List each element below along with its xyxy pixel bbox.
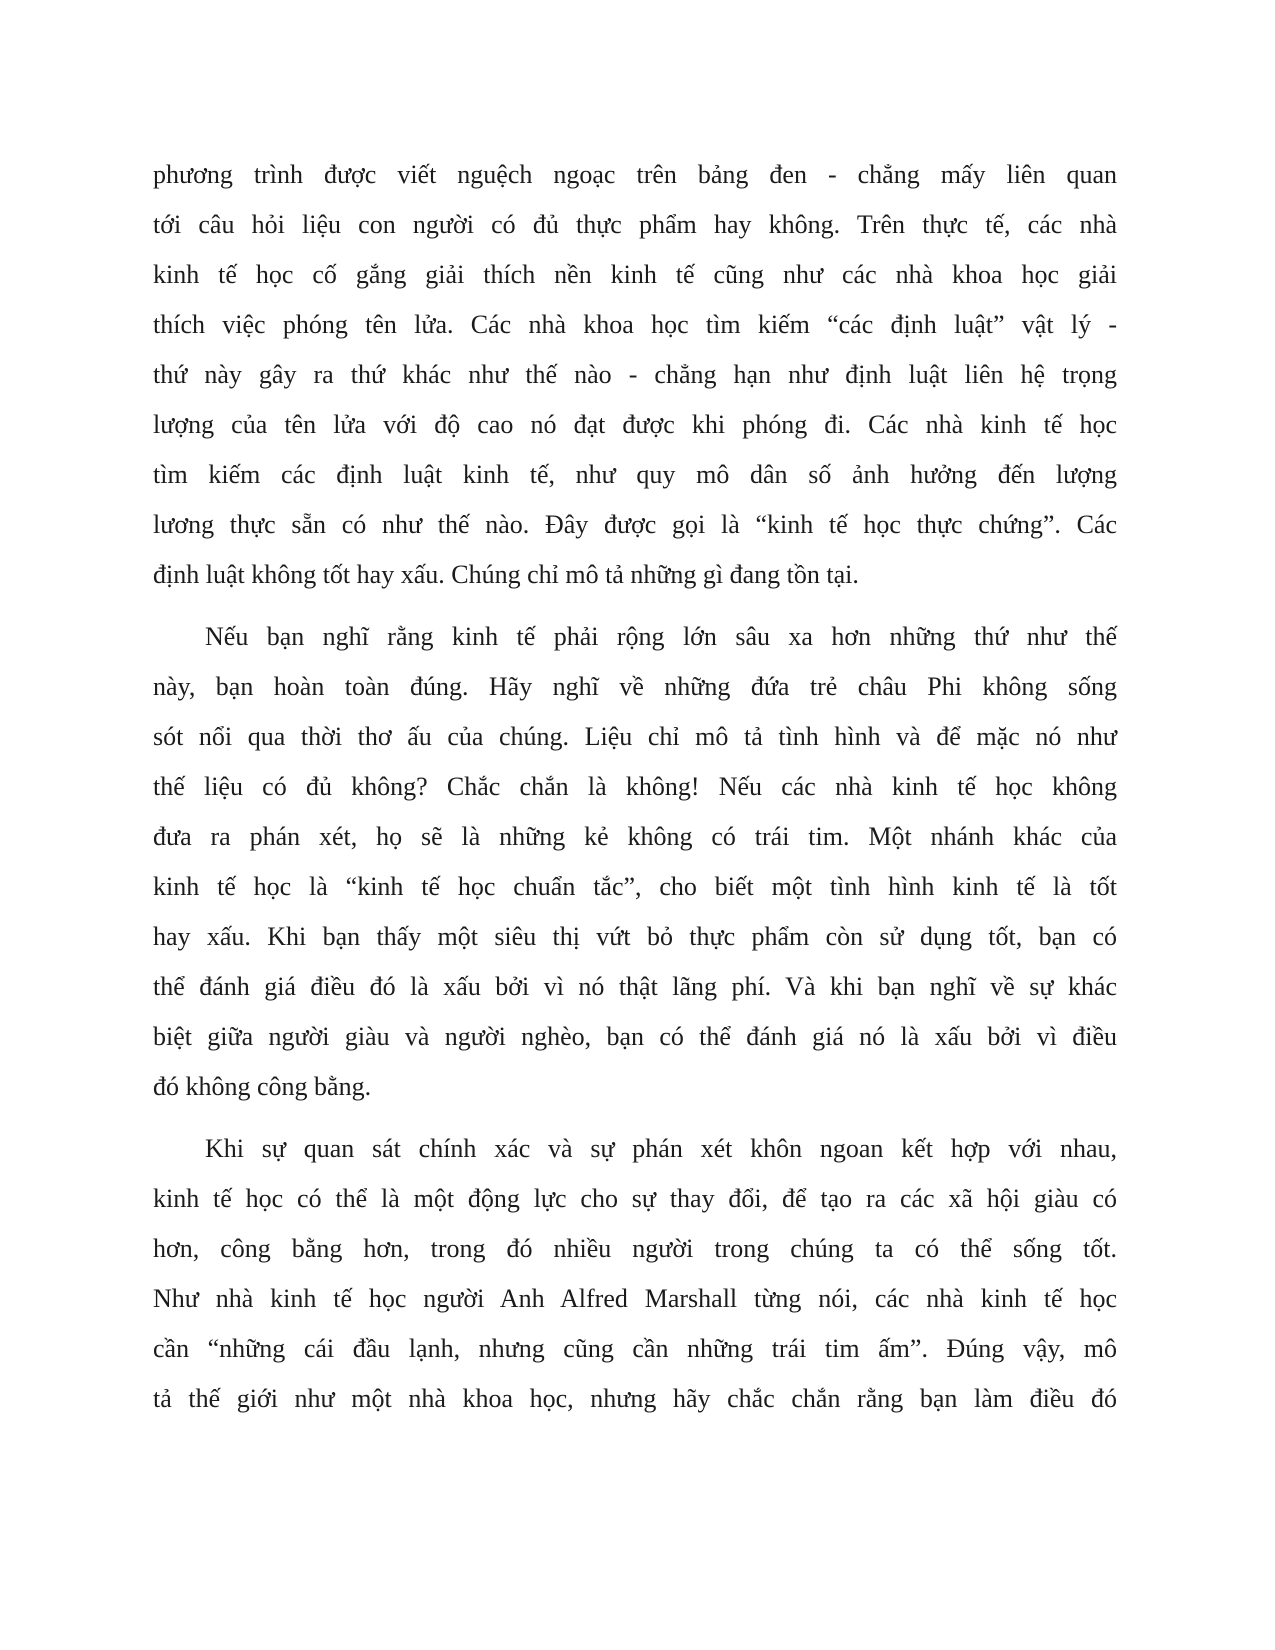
text-line: hay xấu. Khi bạn thấy một siêu thị vứt bỏ thực phẩm còn sử dụng tốt, bạn có — [153, 922, 1117, 951]
text-line: tìm kiếm các định luật kinh tế, như quy mô dân số ảnh hưởng đến lượng — [153, 460, 1117, 489]
text-line: tới câu hỏi liệu con người có đủ thực phẩm hay không. Trên thực tế, các nhà — [153, 210, 1117, 239]
text-line: này, bạn hoàn toàn đúng. Hãy nghĩ về những đứa trẻ châu Phi không sống — [153, 672, 1117, 701]
text-line: thế liệu có đủ không? Chắc chắn là không! Nếu các nhà kinh tế học không — [153, 772, 1117, 801]
text-line: đưa ra phán xét, họ sẽ là những kẻ không có trái tim. Một nhánh khác của — [153, 822, 1117, 851]
paragraph-2 — [153, 612, 1117, 1112]
text-line: thứ này gây ra thứ khác như thế nào - chẳng hạn như định luật liên hệ trọng — [153, 360, 1117, 389]
text-line: Khi sự quan sát chính xác và sự phán xét khôn ngoan kết hợp với nhau, — [205, 1134, 1117, 1163]
text-line: Như nhà kinh tế học người Anh Alfred Marshall từng nói, các nhà kinh tế học — [153, 1284, 1117, 1313]
text-line: lương thực sẵn có như thế nào. Đây được gọi là “kinh tế học thực chứng”. Các — [153, 510, 1117, 539]
text-line: đó không công bằng. — [153, 1072, 372, 1101]
text-line: cần “những cái đầu lạnh, nhưng cũng cần những trái tim ấm”. Đúng vậy, mô — [153, 1334, 1117, 1363]
text-line: sót nổi qua thời thơ ấu của chúng. Liệu chỉ mô tả tình hình và để mặc nó như — [153, 722, 1117, 751]
text-line: thích việc phóng tên lửa. Các nhà khoa học tìm kiếm “các định luật” vật lý - — [153, 310, 1117, 339]
text-line: lượng của tên lửa với độ cao nó đạt được khi phóng đi. Các nhà kinh tế học — [153, 410, 1117, 439]
text-line: hơn, công bằng hơn, trong đó nhiều người trong chúng ta có thể sống tốt. — [153, 1234, 1117, 1263]
text-line: thể đánh giá điều đó là xấu bởi vì nó thật lãng phí. Và khi bạn nghĩ về sự khác — [153, 972, 1117, 1001]
text-line: Nếu bạn nghĩ rằng kinh tế phải rộng lớn sâu xa hơn những thứ như thế — [205, 622, 1117, 651]
paragraph-3 — [153, 1124, 1117, 1424]
text-line: kinh tế học có thể là một động lực cho sự thay đổi, để tạo ra các xã hội giàu có — [153, 1184, 1117, 1213]
text-line: kinh tế học là “kinh tế học chuẩn tắc”, cho biết một tình hình kinh tế là tốt — [153, 872, 1117, 901]
text-line: định luật không tốt hay xấu. Chúng chỉ mô tả những gì đang tồn tại. — [153, 560, 859, 589]
text-line: kinh tế học cố gắng giải thích nền kinh tế cũng như các nhà khoa học giải — [153, 260, 1117, 289]
paragraph-1 — [153, 150, 1117, 600]
text-line: biệt giữa người giàu và người nghèo, bạn có thể đánh giá nó là xấu bởi vì điều — [153, 1022, 1117, 1051]
text-line: tả thế giới như một nhà khoa học, nhưng hãy chắc chắn rằng bạn làm điều đó — [153, 1384, 1117, 1413]
text-line: phương trình được viết nguệch ngoạc trên bảng đen - chẳng mấy liên quan — [153, 160, 1117, 189]
